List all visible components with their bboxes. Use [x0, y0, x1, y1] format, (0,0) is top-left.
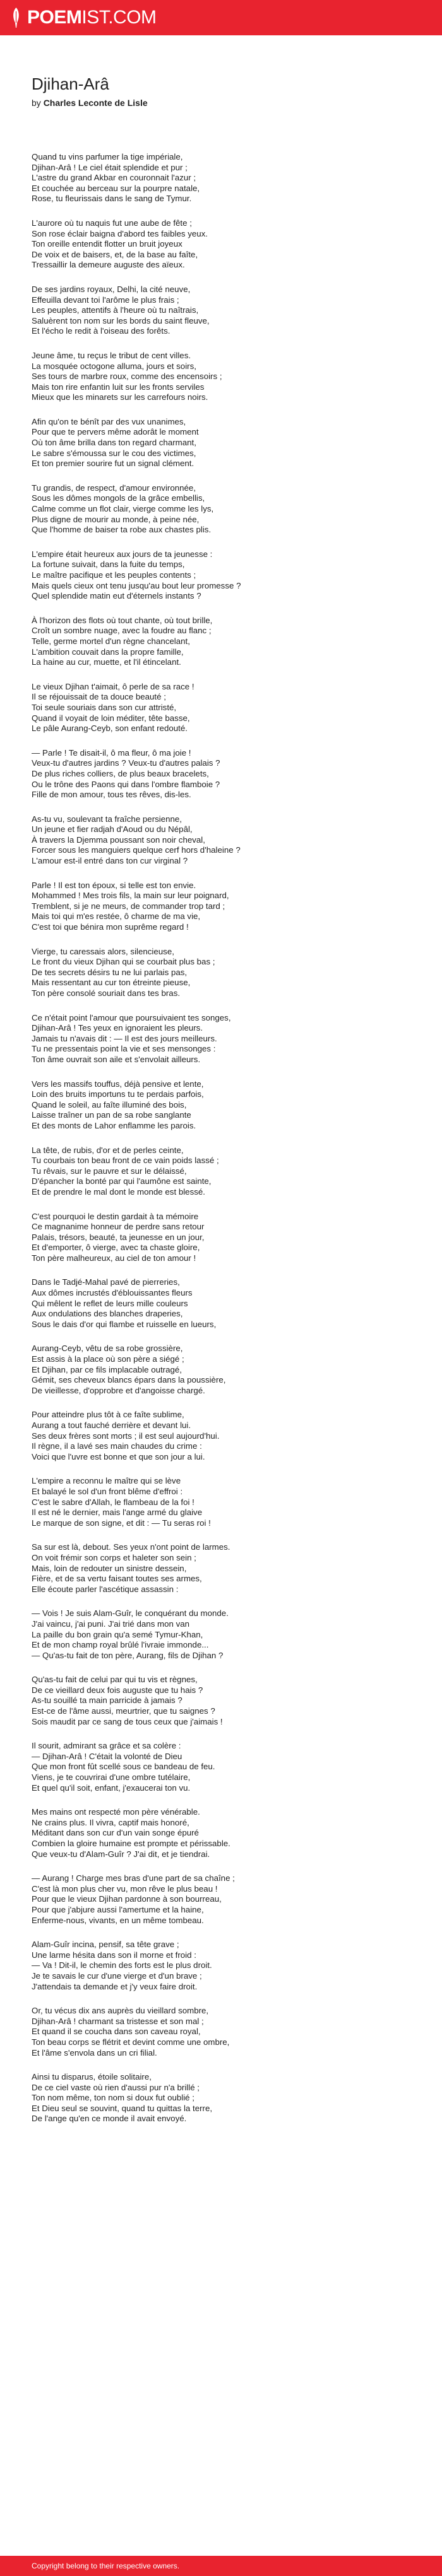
poem-line: Forcer sous les manguiers quelque cerf hors d'haleine ? — [32, 845, 241, 855]
poem-line: De ce ciel vaste où rien d'aussi pur n'a brillé ; — [32, 2082, 200, 2092]
poem-line: Est-ce de l'âme aussi, meurtrier, que tu saignes ? — [32, 1706, 215, 1716]
stanza — [32, 1542, 410, 1595]
stanza — [32, 417, 410, 469]
poem-line: C'est le sabre d'Allah, le flambeau de la foi ! — [32, 1497, 194, 1507]
poem-line: Effeuilla devant toi l'arôme le plus frais ; — [32, 295, 179, 305]
poem-line: Un jeune et fier radjah d'Aoud ou du Népâl, — [32, 824, 193, 834]
poem-line: Et Djihan, par ce fils implacable outragé, — [32, 1364, 182, 1374]
poem-line: L'empire était heureux aux jours de ta jeunesse : — [32, 549, 213, 559]
poem-line: La fortune suivait, dans la fuite du temps, — [32, 559, 185, 570]
site-logo[interactable] — [11, 7, 157, 28]
poem-line: Une larme hésita dans son il morne et froid : — [32, 1950, 196, 1960]
poem-line: Quand il voyait de loin méditer, tête basse, — [32, 713, 190, 723]
stanza — [32, 1741, 410, 1793]
poem-line: J'ai vaincu, j'ai puni. J'ai trié dans mon van — [32, 1619, 190, 1629]
poem-line: Ou le trône des Paons qui dans l'ombre flamboie ? — [32, 779, 220, 789]
poem-line: Tremblent, si je ne meurs, de commander trop tard ; — [32, 901, 225, 911]
poem-line: Djihan-Arâ ! charmant sa tristesse et son mal ; — [32, 2016, 204, 2026]
stanza — [32, 1476, 410, 1528]
poem-line: Or, tu vécus dix ans auprès du vieillard sombre, — [32, 2006, 209, 2016]
poem-line: — Qu'as-tu fait de ton père, Aurang, fils de Djihan ? — [32, 1650, 224, 1660]
poem-line: — Vois ! Je suis Alam-Guîr, le conquérant du monde. — [32, 1608, 229, 1619]
poem-line: On voit frémir son corps et haleter son sein ; — [32, 1552, 196, 1562]
poem-line: Méditant dans son cur d'un vain songe épuré — [32, 1828, 199, 1838]
poem-line: Et l'âme s'envola dans un cri filial. — [32, 2047, 157, 2058]
poem-line: Saluèrent ton nom sur les bords du saint fleuve, — [32, 315, 210, 325]
poem-line: Calme comme un flot clair, vierge comme les lys, — [32, 504, 214, 514]
poem-line: Mais ressentant au cur ton étreinte pieuse, — [32, 978, 191, 988]
poem-line: Combien la gloire humaine est prompte et périssable. — [32, 1839, 230, 1848]
stanza — [32, 947, 410, 999]
poem-line: Dans le Tadjé-Mahal pavé de pierreries, — [32, 1277, 180, 1287]
poem-line: La paille du bon grain qu'a semé Tymur-Khan, — [32, 1629, 203, 1639]
poem-line: Il est né le dernier, mais l'ange armé du glaive — [32, 1508, 203, 1518]
stanza — [32, 748, 410, 800]
poem-line: Et l'écho le redit à l'oiseau des forêts. — [32, 326, 170, 336]
poem-line: Ton âme ouvrait son aile et s'envolait ailleurs. — [32, 1054, 201, 1064]
poem-line: Vers les massifs touffus, déjà pensive et lente, — [32, 1079, 204, 1089]
poem-line: Tressaillir la demeure auguste des aïeux. — [32, 260, 185, 270]
poem-line: Ses tours de marbre roux, comme des encensoirs ; — [32, 372, 222, 382]
poem-line: Vierge, tu caressais alors, silencieuse, — [32, 946, 174, 956]
poem-line: Elle écoute parler l'ascétique assassin : — [32, 1584, 179, 1594]
poem-line: Mais quels cieux ont tenu jusqu'au bout leur promesse ? — [32, 580, 241, 590]
poem-line: Et quel qu'il soit, enfant, j'exaucerai ton vu. — [32, 1783, 191, 1793]
poem-line: Plus digne de mourir au monde, à peine née, — [32, 514, 200, 524]
site-header — [0, 0, 442, 35]
poem-line: Sois maudit par ce sang de tous ceux que j'aimais ! — [32, 1716, 223, 1726]
poem-line: Est assis à la place où son père a siégé ; — [32, 1354, 184, 1364]
poem-line: Et ton premier sourire fut un signal clément. — [32, 459, 194, 469]
poem-content — [32, 74, 410, 2138]
poem-line: Tu ne pressentais point la vie et ses mensonges : — [32, 1044, 216, 1054]
stanza — [32, 1079, 410, 1132]
poem-line: Que l'homme de baiser ta robe aux chastes plis. — [32, 525, 212, 535]
stanza — [32, 152, 410, 204]
poem-line: Où ton âme brilla dans ton regard charmant, — [32, 438, 196, 448]
poem-line: Quel splendide matin eut d'éternels instants ? — [32, 591, 201, 601]
stanza — [32, 1013, 410, 1065]
poem-line: Veux-tu d'autres jardins ? Veux-tu d'autres palais ? — [32, 758, 220, 768]
stanza — [32, 1807, 410, 1859]
poem-line: Le marque de son signe, et dit : — Tu seras roi ! — [32, 1518, 211, 1528]
poem-line: Que mon front fût scellé sous ce bandeau de feu. — [32, 1762, 215, 1772]
poem-line: Quand le soleil, au faîte illuminé des bois, — [32, 1099, 187, 1109]
poem-line: — Djihan-Arâ ! C'était la volonté de Dieu — [32, 1751, 182, 1761]
poem-line: Sous les dômes mongols de la grâce embellis, — [32, 493, 205, 503]
poem-byline — [32, 98, 410, 108]
stanza — [32, 1608, 410, 1661]
poem-line: L'ambition couvait dans la propre famille, — [32, 647, 184, 657]
poem-line: Pour que te pervers même adorât le moment — [32, 427, 199, 437]
stanza — [32, 1940, 410, 1992]
poem-line: Tu rêvais, sur le pauvre et sur le délaissé, — [32, 1166, 187, 1176]
author-link[interactable]: Charles Leconte de Lisle — [43, 98, 148, 108]
stanza — [32, 1675, 410, 1727]
poem-line: C'est pourquoi le destin gardait à ta mémoire — [32, 1211, 199, 1221]
poem-line: De plus riches colliers, de plus beaux bracelets, — [32, 768, 209, 778]
poem-line: La tête, de rubis, d'or et de perles ceinte, — [32, 1145, 184, 1155]
poem-line: Sa sur est là, debout. Ses yeux n'ont point de larmes. — [32, 1542, 230, 1552]
poem-line: Le pâle Aurang-Ceyb, son enfant redouté. — [32, 723, 188, 734]
poem-line: — Parle ! Te disait-il, ô ma fleur, ô ma joie ! — [32, 747, 191, 758]
poem-line: Djihan-Arâ ! Tes yeux en ignoraient les pleurs. — [32, 1023, 203, 1033]
site-footer — [0, 2556, 442, 2576]
poem-line: Le sabre s'émoussa sur le cou des victimes, — [32, 448, 196, 458]
poem-line: Le vieux Djihan t'aimait, ô perle de sa race ! — [32, 681, 194, 691]
poem-line: Que veux-tu d'Alam-Guîr ? J'ai dit, et je tiendrai. — [32, 1849, 210, 1859]
poem-line: As-tu vu, soulevant ta fraîche persienne, — [32, 814, 182, 824]
poem-line: D'épancher la bonté par qui l'aumône est sainte, — [32, 1176, 212, 1186]
poem-line: Mes mains ont respecté mon père vénérable. — [32, 1807, 200, 1817]
poem-line: Et de prendre le mal dont le monde est blessé. — [32, 1186, 205, 1197]
poem-line: Alam-Guîr incina, pensif, sa tête grave ; — [32, 1940, 179, 1950]
poem-line: Il règne, il a lavé ses main chaudes du crime : — [32, 1441, 202, 1451]
poem-title: Djihan-Arâ — [32, 74, 109, 93]
stanza — [32, 549, 410, 602]
poem-line: De vieillesse, d'opprobre et d'angoisse chargé. — [32, 1385, 205, 1395]
poem-line: Pour atteindre plus tôt à ce faîte sublime, — [32, 1410, 184, 1420]
stanza — [32, 1145, 410, 1198]
poem-line: Et de mon champ royal brûlé l'ivraie immonde... — [32, 1640, 209, 1650]
poem-line: L'amour est-il entré dans ton cur virginal ? — [32, 856, 188, 866]
poem-line: Rose, tu fleurissais dans le sang de Tymur. — [32, 194, 192, 204]
poem-body — [32, 152, 410, 2124]
poem-line: Aurang-Ceyb, vêtu de sa robe grossière, — [32, 1344, 183, 1354]
poem-line: Fière, et de sa vertu faisant toutes ses armes, — [32, 1574, 202, 1584]
poem-line: Aux dômes incrustés d'éblouissantes fleurs — [32, 1288, 193, 1298]
poem-line: Viens, je te couvrirai d'une ombre tutélaire, — [32, 1772, 191, 1783]
poem-line: À l'horizon des flots où tout chante, où tout brille, — [32, 615, 213, 625]
poem-line: De voix et de baisers, et, de la base au faîte, — [32, 249, 198, 259]
poem-line: Il sourit, admirant sa grâce et sa colère : — [32, 1741, 181, 1751]
poem-line: Gémit, ses cheveux blancs épars dans la poussière, — [32, 1375, 226, 1385]
stanza — [32, 483, 410, 536]
poem-line: Mohammed ! Mes trois fils, la main sur leur poignard, — [32, 891, 229, 901]
poem-line: Et couchée au berceau sur la pourpre natale, — [32, 183, 200, 193]
stanza — [32, 1873, 410, 1926]
poem-line: Mais, loin de redouter un sinistre dessein, — [32, 1563, 187, 1573]
poem-line: Et quand il se coucha dans son caveau royal, — [32, 2027, 201, 2037]
poem-line: Mais ton rire enfantin luit sur les fronts serviles — [32, 382, 205, 392]
poem-line: Son rose éclair baigna d'abord tes faibles yeux. — [32, 228, 208, 238]
poem-line: Et Dieu seul se souvint, quand tu quittas la terre, — [32, 2103, 213, 2113]
poem-line: Ainsi tu disparus, étoile solitaire, — [32, 2072, 152, 2082]
poem-line: Telle, germe mortel d'un règne chancelant, — [32, 636, 190, 646]
poem-line: Afin qu'on te bénît par des vux unanimes, — [32, 416, 186, 426]
poem-line: L'empire a reconnu le maître qui se lève — [32, 1476, 181, 1486]
poem-line: Djihan-Arâ ! Le ciel était splendide et pur ; — [32, 162, 188, 172]
poem-line: Et des monts de Lahor enflamme les parois. — [32, 1120, 196, 1130]
stanza — [32, 1410, 410, 1462]
poem-line: Ne crains plus. Il vivra, captif mais honoré, — [32, 1817, 189, 1827]
poem-line: — Aurang ! Charge mes bras d'une part de sa chaîne ; — [32, 1873, 235, 1883]
poem-line: Tu grandis, de respect, d'amour environnée, — [32, 483, 196, 493]
poem-line: Laisse traîner un pan de sa robe sanglante — [32, 1110, 191, 1120]
stanza — [32, 2072, 410, 2124]
poem-line: Le front du vieux Djihan qui se courbait plus bas ; — [32, 957, 215, 967]
poem-line: L'aurore où tu naquis fut une aube de fête ; — [32, 218, 192, 228]
stanza — [32, 1277, 410, 1330]
poem-line: Et d'emporter, ô vierge, avec ta chaste gloire, — [32, 1243, 200, 1253]
poem-line: Jamais tu n'avais dit : — Il est des jours meilleurs. — [32, 1033, 217, 1043]
poem-line: Ce magnanime honneur de perdre sans retour — [32, 1222, 205, 1232]
stanza — [32, 616, 410, 668]
poem-line: Ton beau corps se flétrit et devint comme une ombre, — [32, 2037, 230, 2047]
poem-line: Aux ondulations des blanches draperies, — [32, 1309, 183, 1319]
stanza — [32, 1344, 410, 1396]
poem-line: C'est toi que bénira mon suprême regard ! — [32, 922, 189, 932]
poem-line: Pour que le vieux Djihan pardonne à son bourreau, — [32, 1894, 222, 1904]
stanza — [32, 814, 410, 867]
poem-line: Ton père malheureux, au ciel de ton amour ! — [32, 1253, 196, 1263]
poem-line: Qu'as-tu fait de celui par qui tu vis et règnes, — [32, 1675, 198, 1685]
poem-line: Fille de mon amour, tous tes rêves, dis-les. — [32, 790, 191, 800]
quill-icon — [11, 8, 21, 28]
poem-line: De l'ange qu'en ce monde il avait envoyé. — [32, 2114, 187, 2124]
poem-line: Enferme-nous, vivants, en un même tombeau. — [32, 1915, 204, 1925]
poem-line: Le maître pacifique et les peuples contents ; — [32, 570, 196, 580]
poem-line: Mais toi qui m'es restée, ô charme de ma vie, — [32, 911, 201, 922]
poem-line: Il se réjouissait de ta douce beauté ; — [32, 692, 166, 702]
poem-line: Les peuples, attentifs à l'heure où tu naîtrais, — [32, 305, 199, 315]
poem-line: C'est là mon plus cher vu, mon rêve le plus beau ! — [32, 1883, 218, 1894]
poem-line: Ton oreille entendit flotter un bruit joyeux — [32, 239, 182, 249]
poem-line: Pour que j'abjure aussi l'amertume et la haine, — [32, 1904, 204, 1914]
stanza — [32, 682, 410, 734]
poem-line: Voici que l'uvre est bonne et que son jour a lui. — [32, 1451, 205, 1461]
stanza — [32, 2006, 410, 2058]
poem-line: De tes secrets désirs tu ne lui parlais pas, — [32, 967, 188, 977]
logo-text-poem: POEM — [27, 7, 82, 28]
poem-line: Ton père consolé souriait dans tes bras. — [32, 988, 181, 998]
poem-line: J'attendais ta demande et j'y veux faire droit. — [32, 1981, 198, 1991]
poem-line: Croît un sombre nuage, avec la foudre au flanc ; — [32, 626, 212, 636]
poem-line: Sous le dais d'or qui flambe et ruisselle en lueurs, — [32, 1319, 217, 1329]
poem-line: Je te savais le cur d'une vierge et d'un brave ; — [32, 1970, 202, 1981]
footer-copyright: Copyright belong to their respective owners. — [32, 2561, 180, 2570]
stanza — [32, 218, 410, 271]
poem-line: L'astre du grand Akbar en couronnait l'azur ; — [32, 173, 196, 183]
poem-line: Loin des bruits importuns tu te perdais parfois, — [32, 1089, 204, 1099]
poem-line: Quand tu vins parfumer la tige impériale, — [32, 152, 183, 161]
poem-line: De ce vieillard deux fois auguste que tu hais ? — [32, 1685, 203, 1695]
poem-line: As-tu souillé ta main parricide à jamais ? — [32, 1695, 182, 1706]
poem-line: Mieux que les minarets sur les carrefours noirs. — [32, 392, 208, 402]
poem-line: La haine au cur, muette, et l'il étincelant. — [32, 657, 181, 667]
poem-line: Tu courbais ton beau front de ce vain poids lassé ; — [32, 1156, 219, 1166]
poem-line: La mosquée octogone alluma, jours et soirs, — [32, 361, 196, 371]
poem-line: Ses deux frères sont morts ; il est seul aujourd'hui. — [32, 1431, 220, 1441]
poem-line: À travers la Djemma poussant son noir cheval, — [32, 834, 205, 845]
poem-line: Ce n'était point l'amour que poursuivaient tes songes, — [32, 1012, 231, 1022]
poem-line: Toi seule souriais dans son cur attristé, — [32, 702, 177, 712]
stanza — [32, 1212, 410, 1264]
stanza — [32, 881, 410, 933]
poem-line: Palais, trésors, beauté, ta jeunesse en un jour, — [32, 1232, 205, 1242]
poem-line: Aurang a tout fauché derrière et devant lui. — [32, 1420, 191, 1430]
poem-line: De ses jardins royaux, Delhi, la cité neuve, — [32, 284, 191, 294]
stanza — [32, 351, 410, 403]
poem-line: — Va ! Dit-il, le chemin des forts est le plus droit. — [32, 1960, 212, 1970]
logo-text-rest: IST.COM — [81, 7, 157, 28]
poem-line: Qui mêlent le reflet de leurs mille couleurs — [32, 1298, 188, 1308]
poem-line: Parle ! Il est ton époux, si telle est ton envie. — [32, 880, 196, 890]
poem-line: Ton nom même, ton nom si doux fut oublié ; — [32, 2093, 194, 2103]
byline-prefix: by — [32, 98, 41, 108]
poem-line: Et balayé le sol d'un front blême d'effroi : — [32, 1486, 183, 1496]
poem-line: Jeune âme, tu reçus le tribut de cent villes. — [32, 350, 191, 360]
stanza — [32, 284, 410, 337]
